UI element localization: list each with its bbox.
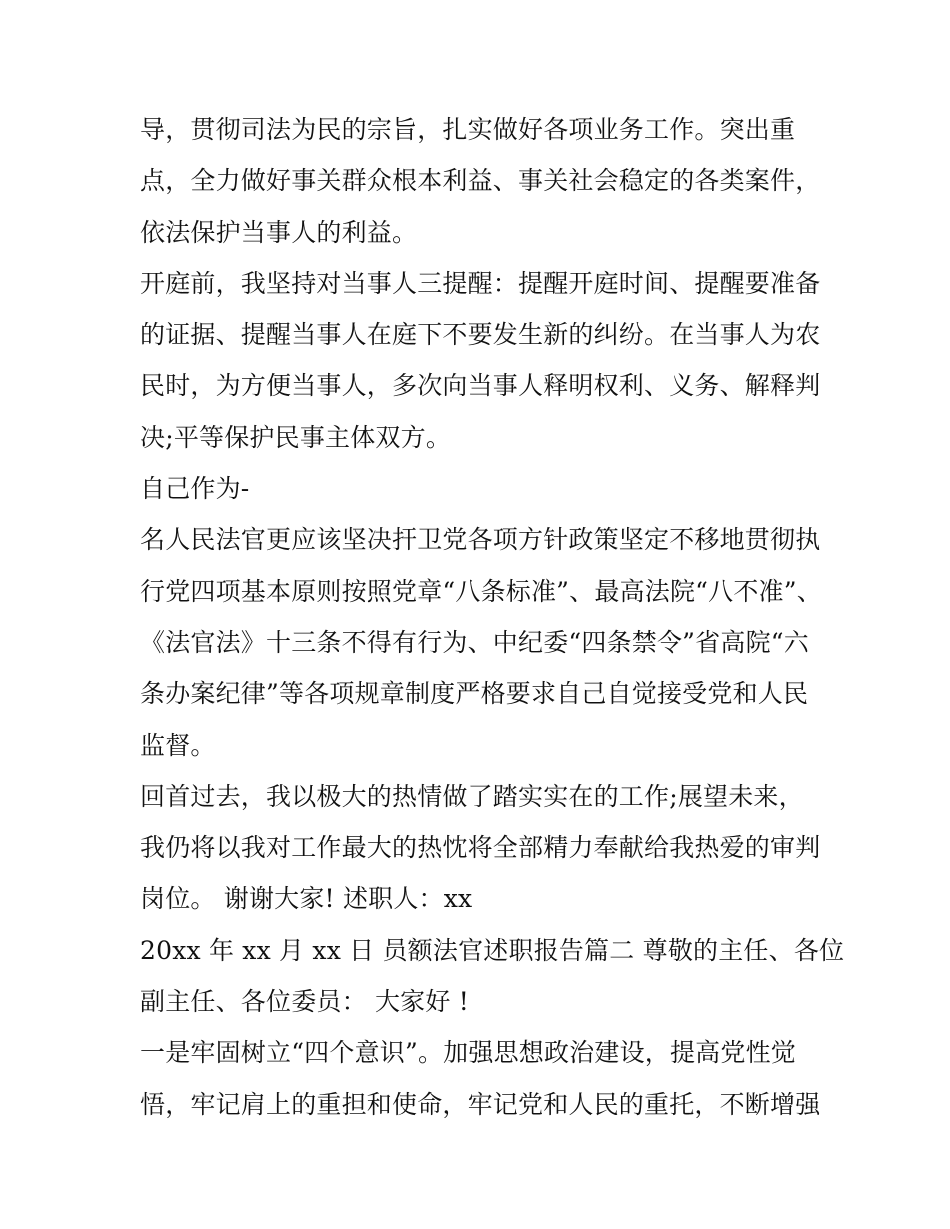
text-line: 《法官法》十三条不得有行为、中纪委“四条禁令”省高院“六 — [140, 627, 809, 657]
text-line: 一是牢固树立“四个意识”。加强思想政治建设，提高党性觉 — [140, 1038, 796, 1068]
text-line: 的证据、提醒当事人在庭下不要发生新的纠纷。在当事人为农 — [140, 320, 821, 350]
document-body — [140, 104, 845, 1130]
text-line: 点，全力做好事关群众根本利益、事关社会稳定的各类案件， — [140, 166, 821, 196]
text-line: 监督。 — [140, 730, 216, 760]
text-line: 民时，为方便当事人，多次向当事人释明权利、义务、解释判 — [140, 371, 821, 401]
text-line: 副主任、各位委员： 大家好 ! — [140, 987, 469, 1017]
text-line: 名人民法官更应该坚决扞卫党各项方针政策坚定不移地贯彻执 — [140, 525, 821, 555]
text-line: 回首过去，我以极大的热情做了踏实实在的工作;展望未来， — [140, 781, 804, 811]
text-line: 条办案纪律”等各项规章制度严格要求自己自觉接受党和人民 — [140, 679, 809, 709]
text-line: 开庭前，我坚持对当事人三提醒：提醒开庭时间、提醒要准备 — [140, 268, 821, 298]
text-line: 悟，牢记肩上的重担和使命，牢记党和人民的重托，不断增强 — [140, 1089, 821, 1119]
text-line: 依法保护当事人的利益。 — [140, 217, 418, 247]
text-line: 决;平等保护民事主体双方。 — [140, 422, 452, 452]
text-line: 行党四项基本原则按照党章“八条标准”、最高法院“八不准”、 — [140, 576, 822, 606]
text-line: 岗位。 谢谢大家! 述职人：xx — [140, 884, 473, 914]
text-line: 自己作为- — [140, 474, 250, 504]
text-line: 导，贯彻司法为民的宗旨，扎实做好各项业务工作。突出重 — [140, 115, 796, 144]
text-line: 20xx 年 xx 月 xx 日 员额法官述职报告篇二 尊敬的主任、各位 — [140, 935, 845, 965]
text-line: 我仍将以我对工作最大的热忱将全部精力奉献给我热爱的审判 — [140, 833, 821, 863]
